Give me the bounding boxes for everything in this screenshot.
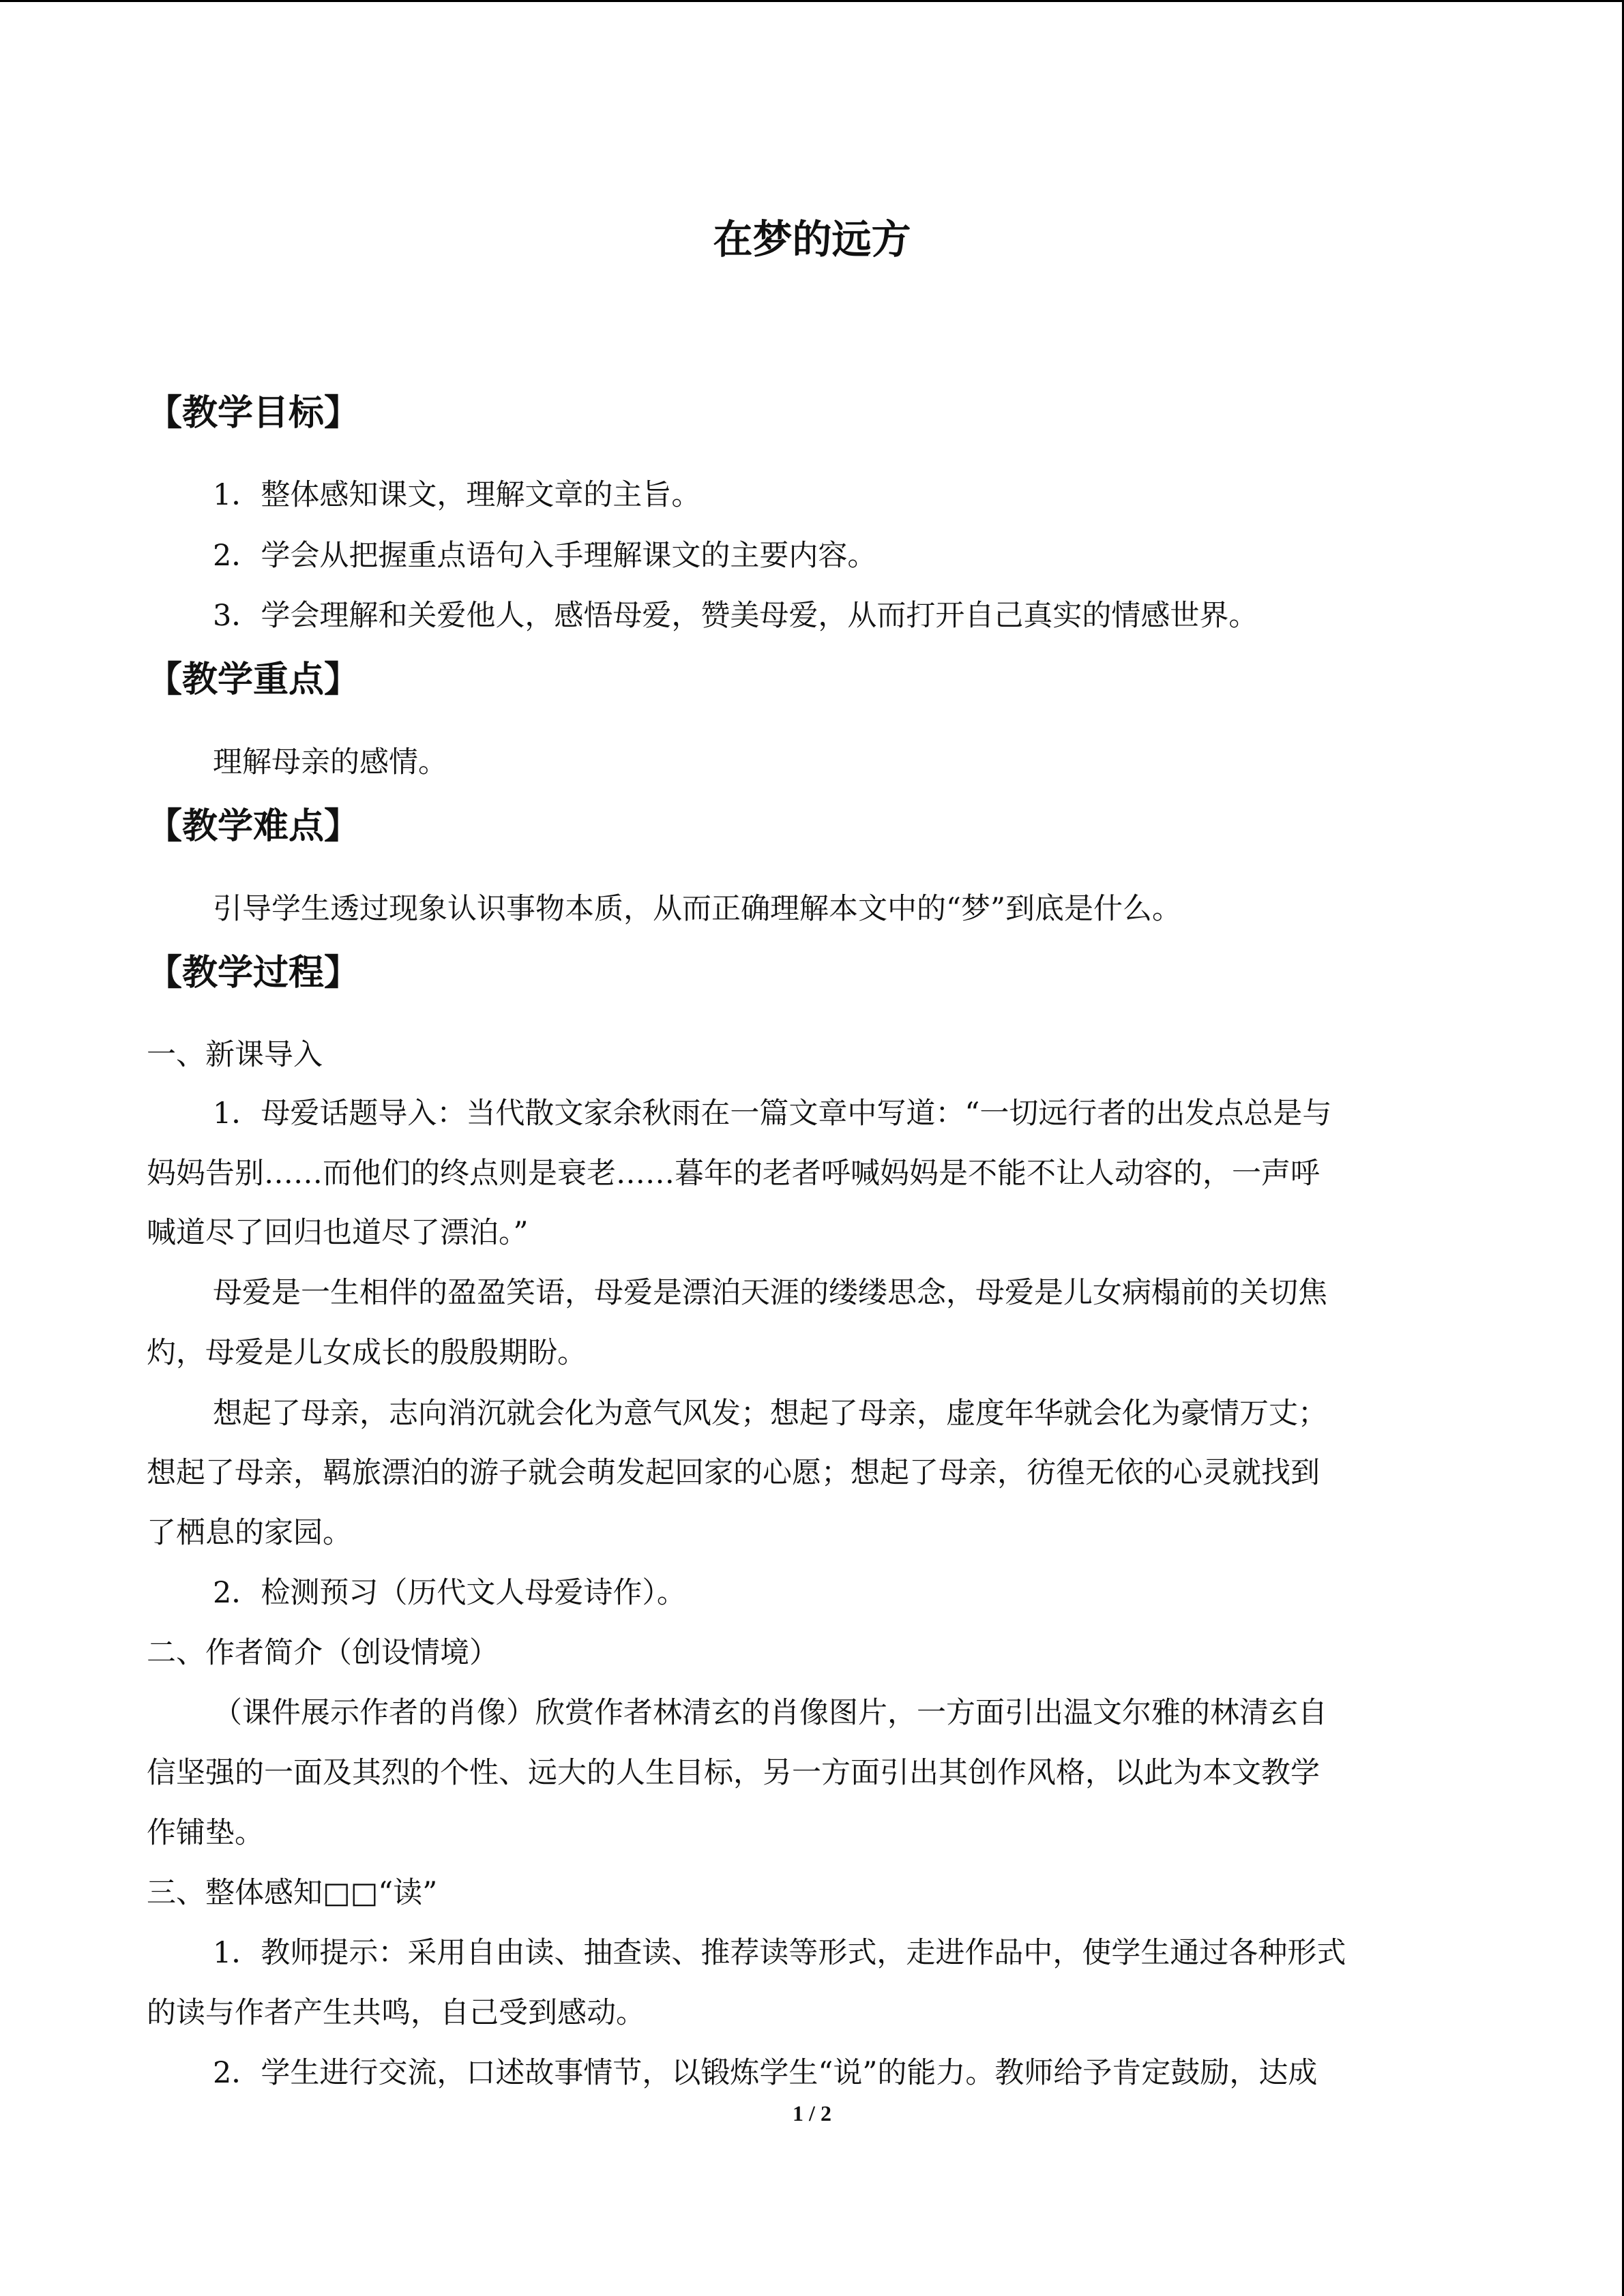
part1-item2: 2．检测预习（历代文人母爱诗作）。: [213, 1576, 686, 1610]
process-part2-title: 二、作者简介（创设情境）: [147, 1636, 499, 1670]
part2-para-line2: 信坚强的一面及其烈的个性、远大的人生目标，另一方面引出其创作风格，以此为本文教学: [147, 1756, 1320, 1790]
part1-para3-line1: 想起了母亲，志向消沉就会化为意气风发；想起了母亲，虚度年华就会化为豪情万丈；: [213, 1397, 1327, 1431]
page-number: 1 / 2: [793, 2101, 831, 2126]
heading-key-points: 【教学重点】: [147, 659, 360, 700]
process-part3-title: 三、整体感知□□“读”: [147, 1876, 438, 1910]
part3-item2: 2．学生进行交流，口述故事情节，以锻炼学生“说”的能力。教师给予肯定鼓励，达成: [213, 2056, 1318, 2090]
key-points-text: 理解母亲的感情。: [213, 745, 447, 779]
part2-para-line3: 作铺垫。: [147, 1816, 264, 1850]
document-title: 在梦的远方: [713, 216, 911, 263]
goal-item-2: 2．学会从把握重点语句入手理解课文的主要内容。: [213, 539, 877, 573]
goal-item-3: 3．学会理解和关爱他人，感悟母爱，赞美母爱，从而打开自己真实的情感世界。: [213, 599, 1258, 633]
part1-para3-line3: 了栖息的家园。: [147, 1516, 352, 1550]
part1-para2-line2: 灼，母爱是儿女成长的殷殷期盼。: [147, 1336, 587, 1370]
part2-para-line1: （课件展示作者的肖像）欣赏作者林清玄的肖像图片，一方面引出温文尔雅的林清玄自: [213, 1696, 1327, 1730]
part1-item1-line1: 1．母爱话题导入：当代散文家余秋雨在一篇文章中写道：“一切远行者的出发点总是与: [213, 1097, 1332, 1131]
page-top-border: [0, 0, 1624, 2]
part3-item1-line1: 1．教师提示：采用自由读、抽查读、推荐读等形式，走进作品中，使学生通过各种形式: [213, 1936, 1346, 1970]
difficulties-text: 引导学生透过现象认识事物本质，从而正确理解本文中的“梦”到底是什么。: [213, 892, 1181, 926]
heading-difficulties: 【教学难点】: [147, 805, 360, 847]
part1-item1-line2: 妈妈告别……而他们的终点则是衰老……暮年的老者呼喊妈妈是不能不让人动容的，一声呼: [147, 1157, 1320, 1191]
goal-item-1: 1．整体感知课文，理解文章的主旨。: [213, 478, 701, 512]
part1-para2-line1: 母爱是一生相伴的盈盈笑语，母爱是漂泊天涯的缕缕思念，母爱是儿女病榻前的关切焦: [213, 1276, 1327, 1310]
part1-item1-line3: 喊道尽了回归也道尽了漂泊。”: [147, 1216, 529, 1250]
heading-teaching-process: 【教学过程】: [147, 952, 360, 994]
part3-item1-line2: 的读与作者产生共鸣，自己受到感动。: [147, 1996, 645, 2030]
process-part1-title: 一、新课导入: [147, 1038, 323, 1072]
heading-teaching-goals: 【教学目标】: [147, 392, 360, 434]
part1-para3-line2: 想起了母亲，羁旅漂泊的游子就会萌发起回家的心愿；想起了母亲，彷徨无依的心灵就找到: [147, 1456, 1320, 1490]
